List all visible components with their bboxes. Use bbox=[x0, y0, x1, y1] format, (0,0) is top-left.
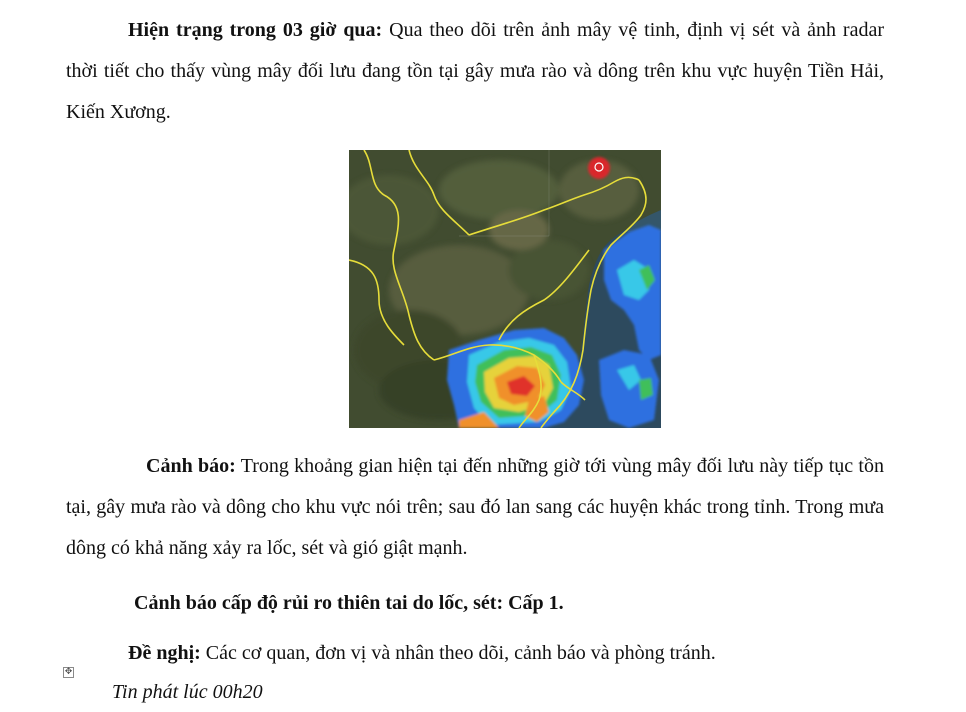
warning-paragraph bbox=[66, 446, 884, 569]
warning-label: Cảnh báo: bbox=[146, 455, 236, 477]
issue-time: Tin phát lúc 00h20 bbox=[112, 681, 263, 703]
recommendation-text: Các cơ quan, đơn vị và nhân theo dõi, cảnh báo và phòng tránh. bbox=[200, 642, 716, 664]
current-status-label: Hiện trạng trong 03 giờ qua: bbox=[128, 19, 383, 41]
current-status-paragraph bbox=[66, 10, 884, 133]
current-status-text: Qua theo dõi trên ảnh mây vệ tinh, định vị sét và ảnh radar thời tiết cho thấy vùng mây đối lưu đang tồn tại gây mưa rào và dông trên khu vực huyện Tiền Hải, Kiến Xương. bbox=[66, 19, 884, 123]
warning-text: Trong khoảng gian hiện tại đến những giờ tới vùng mây đối lưu này tiếp tục tồn tại, gây mưa rào và dông cho khu vực nói trên; sau đó lan sang các huyện khác trong tỉnh. Trong mưa dông có khả năng xảy ra lốc, sét và gió giật mạnh. bbox=[66, 455, 884, 559]
move-handle-icon[interactable]: ✥ bbox=[64, 667, 73, 677]
map-svg bbox=[349, 150, 661, 428]
lightning-marker bbox=[588, 157, 610, 179]
recommendation-paragraph bbox=[128, 633, 888, 674]
recommendation-label: Đề nghị: bbox=[128, 642, 201, 664]
risk-level-paragraph: Cảnh báo cấp độ rủi ro thiên tai do lốc, sét: Cấp 1. bbox=[134, 592, 564, 614]
radar-satellite-map bbox=[349, 150, 661, 428]
